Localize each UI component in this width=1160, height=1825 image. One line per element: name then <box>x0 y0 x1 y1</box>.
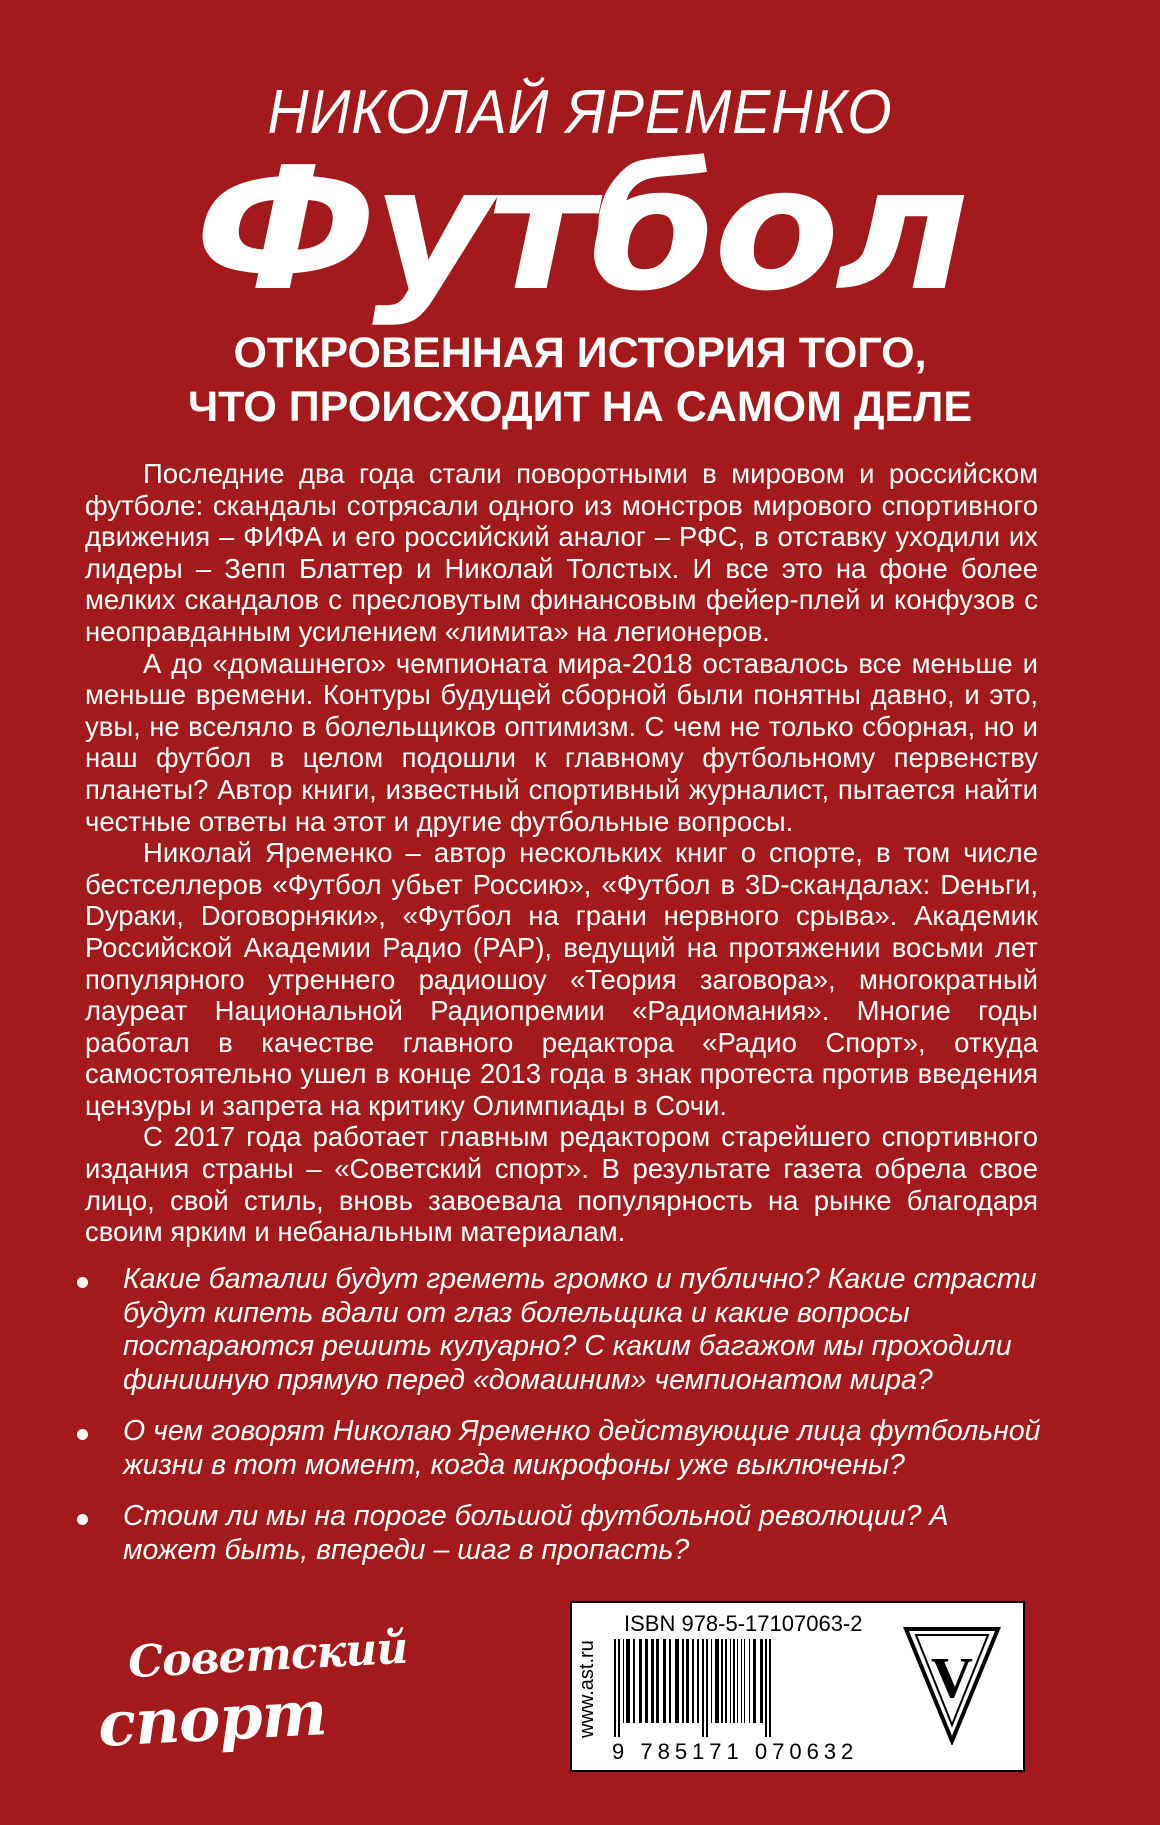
question-text-1: Какие баталии будут греметь громко и публично? Какие страсти будут кипеть вдали от глаз болельщика и какие вопросы постараются решить кулуарно? С каким багажом мы проходили финишную прямую перед «домашним» чемпионатом мира? <box>123 1263 1037 1396</box>
question-list <box>70 1263 1045 1585</box>
annotation-text <box>85 458 1038 1248</box>
barcode-icon <box>612 1639 892 1737</box>
annotation-paragraph-1: Последние два года стали поворотными в мировом и российском футболе: скандалы сотрясали одного из монстров мирового спортивного движения – ФИФА и его российский аналог – РФС, в отставку уходили их лидеры – Зепп Блаттер и Николай Толстых. И все это на фоне более мелких скандалов с пресловутым финансовым фейер-плей и конфузов с неоправданным усилением «лимита» на легионеров. <box>85 458 1038 647</box>
book-subtitle <box>0 326 1160 434</box>
publisher-site: www.ast.ru <box>576 1640 598 1738</box>
subtitle-line-2: ЧТО ПРОИСХОДИТ НА САМОМ ДЕЛЕ <box>187 383 973 431</box>
logo-line-1: Советский <box>126 1622 409 1689</box>
question-text-2: О чем говорят Николаю Яременко действующие лица футбольной жизни в тот момент, когда микрофоны уже выключены? <box>123 1415 1041 1481</box>
book-title: Футбол <box>194 131 966 329</box>
bullet-dot-icon <box>77 1277 88 1288</box>
publisher-mark-letter: V <box>931 1645 973 1710</box>
question-item-3 <box>70 1500 1045 1567</box>
bullet-dot-icon <box>77 1514 88 1525</box>
annotation-paragraph-3: Николай Яременко – автор нескольких книг о спорте, в том числе бестселлеров «Футбол убьет Россию», «Футбол в 3D-скандалах: Dеньги, Dураки, Dоговорняки», «Футбол на грани нервного срыва». Академик Российской Академии Радио (РАР), ведущий на протяжении восьми лет популярного утреннего радиошоу «Теория заговора», многократный лауреат Национальной Радиопремии «Радиомания». Многие годы работал в качестве главного редактора «Радио Спорт», откуда самостоятельно ушел в конце 2013 года в знак протеста против введения цензуры и запрета на критику Олимпиады в Сочи. <box>85 837 1038 1121</box>
annotation-paragraph-4: С 2017 года работает главным редактором старейшего спортивного издания страны – «Советский спорт». В результате газета обрела свое лицо, свой стиль, вновь завоевала популярность на рынке благодаря своим ярким и небанальным материалам. <box>85 1121 1038 1248</box>
subtitle-line-1: ОТКРОВЕННАЯ ИСТОРИЯ ТОГО, <box>233 329 927 377</box>
barcode-digits: 9 785171 070632 <box>612 1739 859 1764</box>
barcode-panel <box>570 1601 1025 1772</box>
logo-line-2: спорт <box>96 1676 328 1761</box>
publisher-mark-icon <box>902 1625 1002 1745</box>
question-item-1 <box>70 1263 1045 1397</box>
bullet-dot-icon <box>77 1429 88 1440</box>
isbn-text: ISBN 978-5-17107063-2 <box>624 1611 863 1636</box>
annotation-paragraph-2: А до «домашнего» чемпионата мира-2018 оставалось все меньше и меньше времени. Контуры будущей сборной были понятны давно, и это, увы, не вселяло в болельщиков оптимизм. С чем не только сборная, но и наш футбол в целом подошли к главному футбольному первенству планеты? Автор книги, известный спортивный журналист, пытается найти честные ответы на этот и другие футбольные вопросы. <box>85 647 1038 837</box>
author-name: НИКОЛАЙ ЯРЕМЕНКО <box>267 78 893 147</box>
sovetsky-sport-logo <box>96 1622 409 1770</box>
question-item-2 <box>70 1415 1045 1482</box>
question-text-3: Стоим ли мы на пороге большой футбольной революции? А может быть, впереди – шаг в пропасть? <box>123 1500 949 1566</box>
